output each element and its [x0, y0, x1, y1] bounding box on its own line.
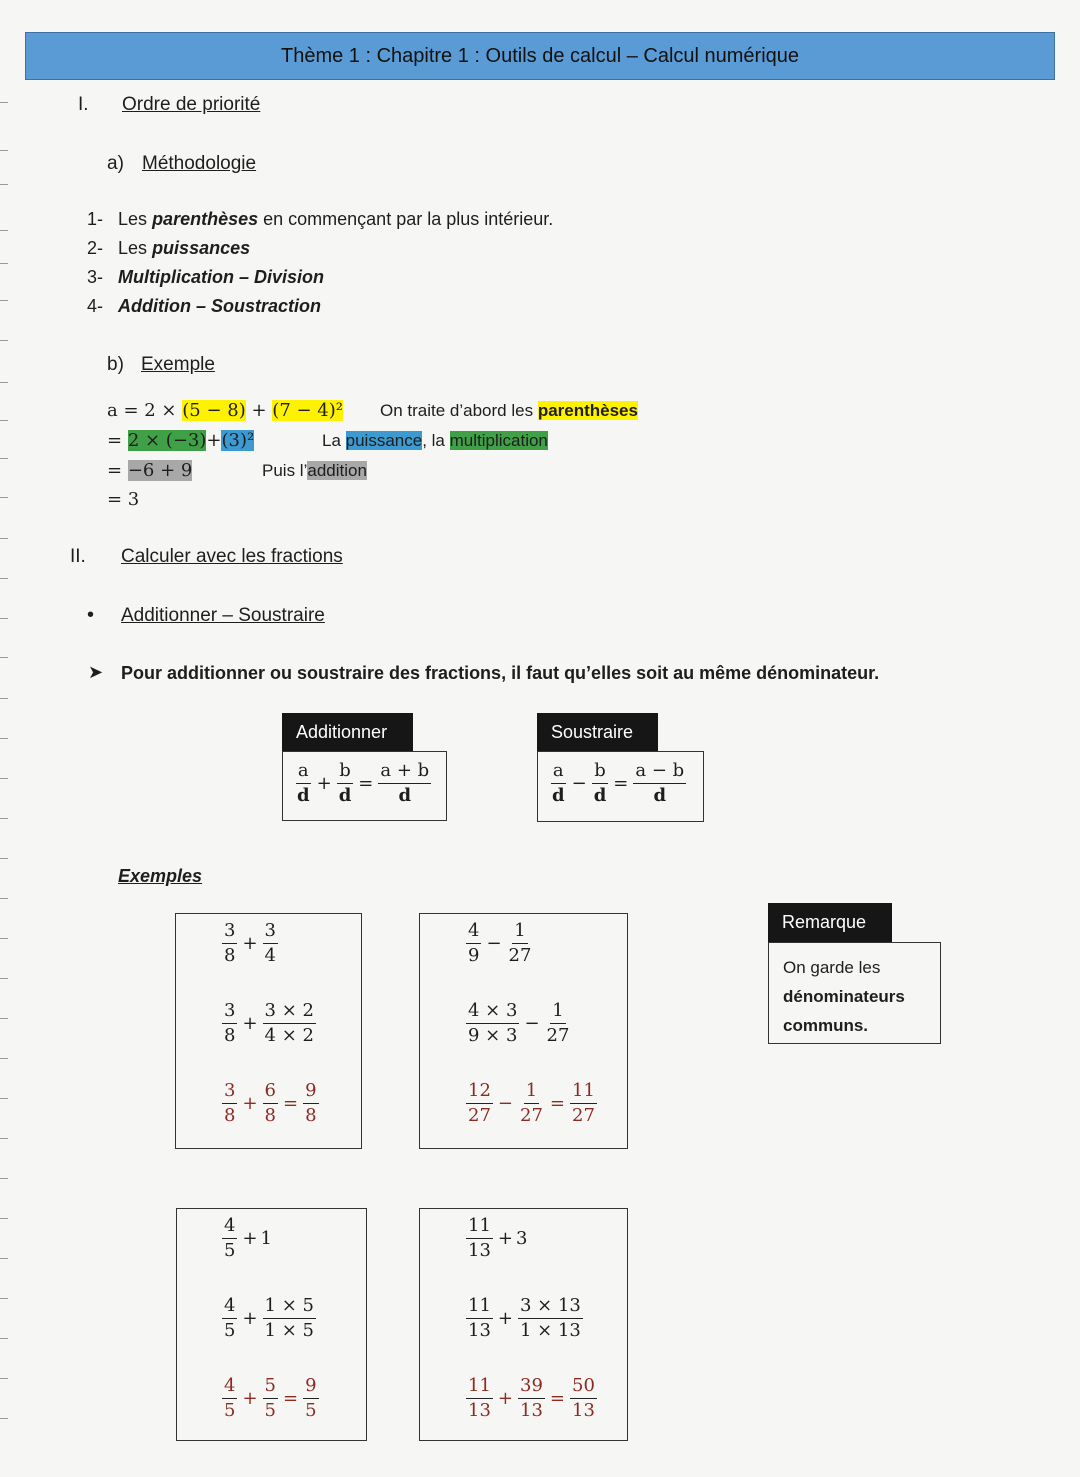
- denominator: 1 × 5: [264, 1320, 314, 1341]
- step-emphasis: puissances: [152, 238, 251, 258]
- remark-line: On garde les: [783, 958, 881, 977]
- example-operator: +: [251, 400, 267, 421]
- example-2-step-3: [464, 1080, 599, 1127]
- example-box-4: [419, 1208, 628, 1441]
- numerator: 3 × 13: [518, 1295, 583, 1319]
- example-box-2: [419, 913, 628, 1149]
- operator: +: [497, 1228, 513, 1249]
- page-banner: [25, 32, 1055, 80]
- denominator: 13: [468, 1400, 491, 1421]
- example-3-step-1: [220, 1215, 272, 1262]
- operator: +: [316, 773, 332, 794]
- highlight-parentheses: (5 − 8): [182, 400, 246, 421]
- numerator: a + b: [378, 760, 431, 784]
- equals: =: [283, 1093, 299, 1114]
- denominator: d: [297, 785, 310, 806]
- numerator: 1 × 5: [263, 1295, 316, 1319]
- denominator: 5: [264, 1400, 276, 1421]
- note-highlight: multiplication: [449, 431, 548, 450]
- arrow-icon: ➤: [88, 662, 104, 682]
- priority-steps: [87, 205, 553, 321]
- page-title: Thème 1 : Chapitre 1 : Outils de calcul – Calcul numérique: [280, 44, 800, 67]
- example-line-1: [107, 400, 343, 421]
- denominator: 27: [508, 945, 532, 966]
- numerator: 39: [518, 1375, 545, 1399]
- example-4-step-3: [464, 1375, 599, 1422]
- numerator: 6: [263, 1080, 278, 1104]
- note-parentheses: [380, 401, 638, 421]
- numerator: 5: [263, 1375, 278, 1399]
- example-operator: =: [107, 430, 123, 451]
- remark-box: [768, 942, 941, 1044]
- operator: −: [486, 933, 502, 954]
- operator: −: [497, 1093, 513, 1114]
- step-number: 4-: [87, 296, 104, 316]
- denominator: 27: [520, 1105, 543, 1126]
- denominator: 5: [224, 1240, 236, 1261]
- denominator: 8: [224, 1025, 236, 1046]
- sub-box-title: Soustraire: [551, 721, 634, 742]
- numerator: 9: [303, 1375, 318, 1399]
- add-formula-box: [282, 751, 447, 821]
- sub-a-label: a): [107, 153, 124, 174]
- add-formula: [293, 760, 433, 807]
- step-number: 3-: [87, 267, 104, 287]
- bullet-title: Additionner – Soustraire: [121, 605, 325, 626]
- note-text: , la: [422, 431, 450, 450]
- step-text: en commençant par la plus intérieur.: [258, 209, 554, 229]
- step-1: [87, 205, 553, 234]
- rule-statement: Pour additionner ou soustraire des fractions, il faut qu’elles soit au même dénominateur.: [121, 663, 880, 683]
- sub-b-label: b): [107, 354, 124, 375]
- highlight-addition: −6 + 9: [127, 460, 193, 481]
- equals: =: [358, 773, 374, 794]
- remark-title: Remarque: [782, 912, 867, 932]
- sub-formula-box: [537, 751, 704, 822]
- highlight-multiplication: 2 × (−3): [127, 430, 207, 451]
- numerator: 12: [466, 1080, 493, 1104]
- denominator: d: [398, 785, 412, 806]
- numerator: 4: [466, 920, 481, 944]
- denominator: 13: [468, 1320, 491, 1341]
- bullet-icon: •: [87, 604, 95, 626]
- example-4-step-2: [464, 1295, 585, 1342]
- numerator: 11: [466, 1295, 493, 1319]
- equals: =: [283, 1388, 299, 1409]
- operator: +: [497, 1308, 513, 1329]
- example-2-step-2: [464, 1000, 573, 1047]
- remark-header: [768, 903, 892, 942]
- note-highlight: parenthèses: [537, 401, 638, 420]
- remark-line: communs.: [783, 1016, 869, 1035]
- example-2-step-1: [464, 920, 535, 967]
- example-3-step-2: [220, 1295, 318, 1342]
- numerator: 4: [222, 1215, 237, 1239]
- denominator: 8: [224, 1105, 236, 1126]
- operator: +: [242, 933, 258, 954]
- numerator: 11: [466, 1215, 493, 1239]
- highlight-power: (3)²: [221, 430, 255, 451]
- denominator: 9 × 3: [468, 1025, 518, 1046]
- numerator: 3: [222, 920, 237, 944]
- example-1-step-3: [220, 1080, 321, 1127]
- denominator: d: [653, 785, 667, 806]
- denominator: 5: [224, 1400, 236, 1421]
- sub-a-title: Méthodologie: [142, 153, 257, 174]
- denominator: 4: [264, 945, 276, 966]
- operator: −: [571, 773, 587, 794]
- numerator: a: [551, 760, 566, 784]
- example-line-2: [107, 430, 254, 451]
- note-addition: [262, 461, 367, 481]
- denominator: 8: [224, 945, 236, 966]
- example-term: a = 2 ×: [107, 400, 177, 421]
- numerator: 11: [570, 1080, 597, 1104]
- numerator: a: [296, 760, 311, 784]
- integer-term: 3: [516, 1228, 528, 1249]
- operator: +: [242, 1228, 258, 1249]
- example-line-3: [107, 460, 192, 481]
- example-1-step-2: [220, 1000, 318, 1047]
- highlight-parentheses: (7 − 4)²: [272, 400, 343, 421]
- example-box-3: [176, 1208, 367, 1441]
- step-text: Les: [118, 209, 153, 229]
- note-text: On traite d’abord les: [380, 401, 538, 420]
- step-emphasis: parenthèses: [152, 209, 259, 229]
- step-number: 2-: [87, 238, 104, 258]
- denominator: 13: [468, 1240, 491, 1261]
- numerator: b: [592, 760, 608, 784]
- add-box-title: Additionner: [296, 721, 388, 742]
- denominator: 8: [264, 1105, 276, 1126]
- operator: +: [242, 1093, 258, 1114]
- example-box-1: [175, 913, 362, 1149]
- note-highlight: addition: [307, 461, 367, 480]
- denominator: d: [552, 785, 565, 806]
- example-4-step-1: [464, 1215, 527, 1262]
- remark-line: dénominateurs: [783, 987, 905, 1006]
- numerator: 4 × 3: [466, 1000, 519, 1024]
- section-2-number: II.: [70, 546, 86, 567]
- step-emphasis: Multiplication – Division: [118, 267, 325, 287]
- section-1-number: I.: [78, 94, 89, 115]
- numerator: 4: [222, 1295, 237, 1319]
- numerator: 3: [263, 920, 278, 944]
- numerator: 50: [570, 1375, 597, 1399]
- step-4: [87, 292, 553, 321]
- step-2: [87, 234, 553, 263]
- numerator: 3: [222, 1080, 237, 1104]
- denominator: 13: [520, 1400, 543, 1421]
- denominator: 27: [546, 1025, 570, 1046]
- add-box-header: [282, 713, 413, 751]
- operator: +: [497, 1388, 513, 1409]
- step-3: [87, 263, 553, 292]
- denominator: 9: [468, 945, 480, 966]
- denominator: 5: [224, 1320, 236, 1341]
- example-operator: +: [206, 430, 222, 451]
- numerator: a − b: [633, 760, 686, 784]
- denominator: 5: [305, 1400, 317, 1421]
- numerator: b: [337, 760, 353, 784]
- note-power-mult: [322, 431, 548, 451]
- numerator: 9: [303, 1080, 318, 1104]
- example-1-step-1: [220, 920, 280, 967]
- examples-title: Exemples: [118, 866, 203, 886]
- denominator: 13: [572, 1400, 595, 1421]
- denominator: 4 × 2: [264, 1025, 314, 1046]
- operator: −: [524, 1013, 540, 1034]
- numerator: 1: [512, 920, 527, 944]
- denominator: d: [338, 785, 352, 806]
- section-1-title: Ordre de priorité: [122, 94, 261, 115]
- denominator: 27: [468, 1105, 491, 1126]
- sub-formula: [548, 760, 688, 807]
- denominator: 27: [572, 1105, 595, 1126]
- section-2-title: Calculer avec les fractions: [121, 546, 343, 567]
- operator: +: [242, 1308, 258, 1329]
- equals: =: [549, 1093, 565, 1114]
- denominator: 8: [305, 1105, 317, 1126]
- operator: +: [242, 1013, 258, 1034]
- equals: =: [549, 1388, 565, 1409]
- integer-term: 1: [260, 1228, 272, 1249]
- note-highlight: puissance: [345, 431, 423, 450]
- numerator: 3: [222, 1000, 237, 1024]
- equals: =: [613, 773, 629, 794]
- step-emphasis: Addition – Soustraction: [118, 296, 322, 316]
- numerator: 1: [524, 1080, 539, 1104]
- example-operator: =: [107, 460, 123, 481]
- step-text: Les: [118, 238, 153, 258]
- sub-box-header: [537, 713, 658, 751]
- note-text: La: [322, 431, 346, 450]
- numerator: 1: [550, 1000, 565, 1024]
- step-number: 1-: [87, 209, 104, 229]
- numerator: 11: [466, 1375, 493, 1399]
- numerator: 4: [222, 1375, 237, 1399]
- numerator: 3 × 2: [263, 1000, 316, 1024]
- denominator: d: [593, 785, 607, 806]
- denominator: 1 × 13: [520, 1320, 581, 1341]
- sub-b-title: Exemple: [141, 354, 215, 375]
- operator: +: [242, 1388, 258, 1409]
- example-3-step-3: [220, 1375, 321, 1422]
- note-text: Puis l’: [262, 461, 308, 480]
- example-result: = 3: [107, 489, 140, 510]
